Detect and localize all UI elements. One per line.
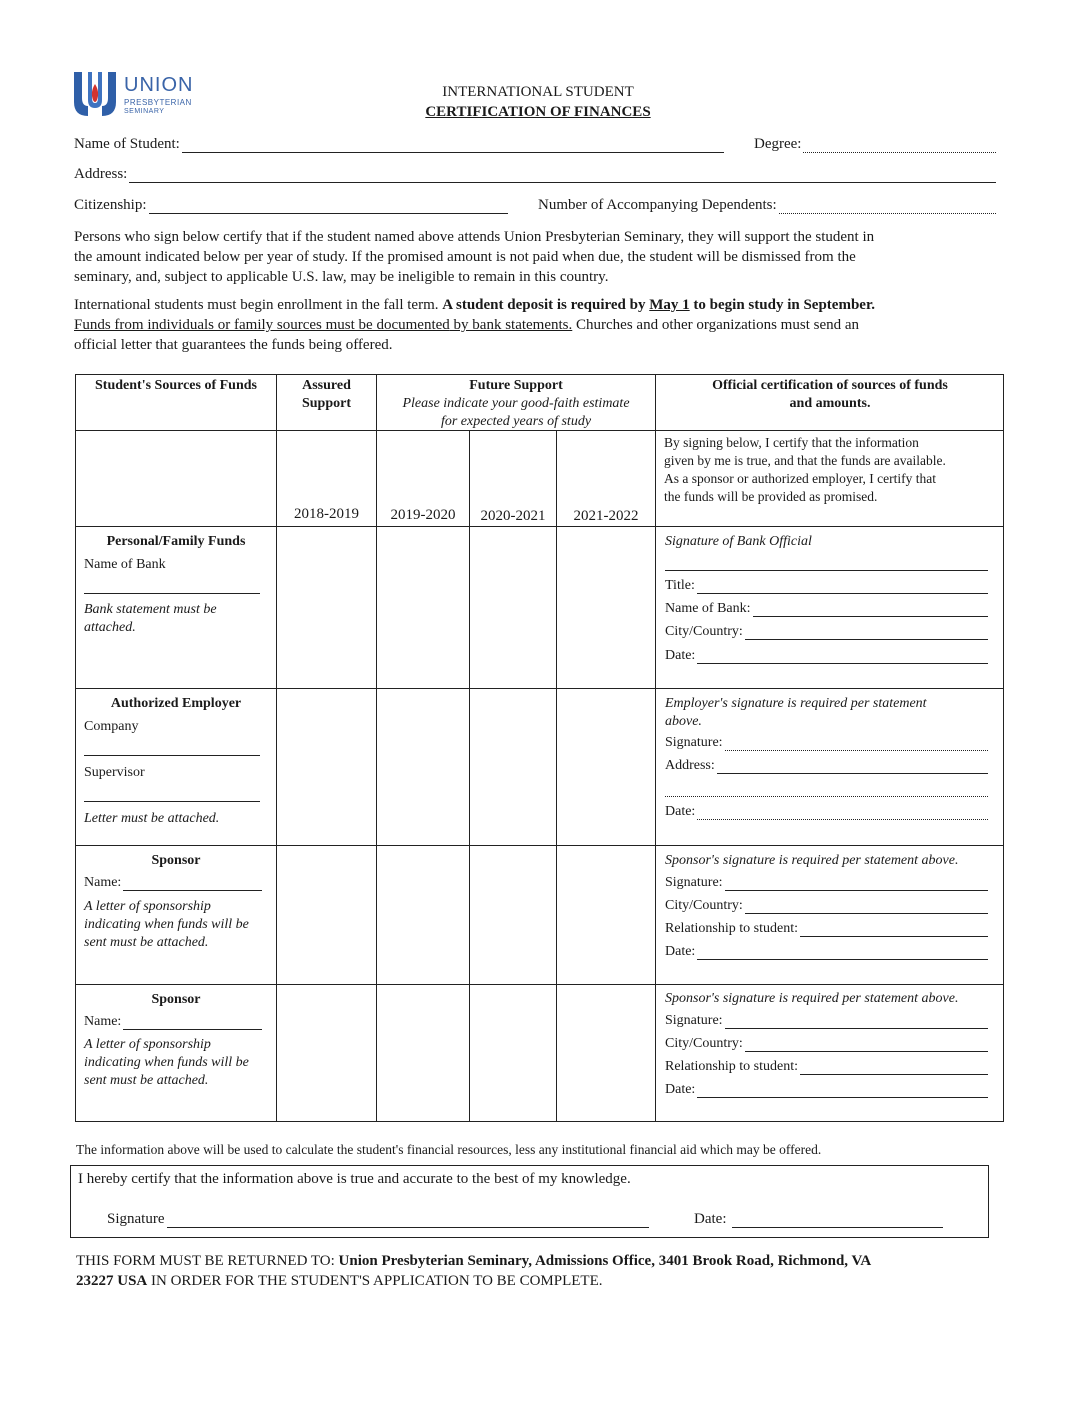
sponsor1-date-field[interactable] (665, 944, 988, 960)
employer-address-line2[interactable] (665, 796, 988, 797)
sponsor1-note (84, 898, 249, 952)
sponsor1-relationship-label: Relationship to student: (665, 921, 798, 936)
deposit-date: May 1 (649, 297, 690, 313)
final-date-field[interactable] (694, 1211, 943, 1228)
deposit-text: A student deposit is required by (442, 297, 650, 313)
personal-bank-name-line[interactable] (84, 593, 260, 594)
personal-note-line1: Bank statement must be (84, 602, 217, 617)
bank-title-field[interactable] (665, 578, 988, 594)
return-zip: 23227 USA (76, 1273, 148, 1289)
certify-line: given by me is true, and that the funds are available. (664, 453, 946, 468)
sponsor2-note-line1: A letter of sponsorship (84, 1037, 211, 1052)
support-paragraph-line3: seminary, and, subject to applicable U.S. law, may be ineligible to remain in this country. (74, 269, 609, 285)
sponsor1-title: Sponsor (151, 853, 201, 868)
bank-date-field[interactable] (665, 648, 988, 664)
return-address: Union Presbyterian Seminary, Admissions Office, 3401 Brook Road, Richmond, VA (338, 1253, 872, 1269)
employer-company-label: Company (84, 719, 139, 734)
bank-official-signature-line[interactable] (665, 570, 988, 571)
sponsor2-note-line3: sent must be attached. (84, 1073, 209, 1088)
sponsor1-requirement: Sponsor's signature is required per statement above. (665, 853, 959, 868)
bank-title-label: Title: (665, 578, 695, 593)
header-future-sub1: Please indicate your good-faith estimate (402, 396, 630, 411)
sponsor2-city-field[interactable] (665, 1036, 988, 1052)
sponsor1-name-label: Name: (84, 875, 122, 890)
personal-note-line2: attached. (84, 620, 136, 635)
support-paragraph-line2: the amount indicated below per year of study. If the promised amount is not paid when due, the student will be dismissed from the (74, 249, 856, 265)
employer-note: Letter must be attached. (84, 811, 220, 826)
employer-signature-label: Signature: (665, 735, 723, 750)
employer-supervisor-line[interactable] (84, 801, 260, 802)
sponsor1-signature-field[interactable] (665, 875, 988, 891)
employer-requirement-line2: above. (665, 714, 702, 729)
year-2020-2021: 2020-2021 (480, 508, 546, 524)
return-prefix: THIS FORM MUST BE RETURNED TO: (76, 1253, 339, 1269)
bank-official-signature-label: Signature of Bank Official (665, 534, 812, 549)
employer-date-field[interactable] (665, 804, 988, 820)
bank-statements-text: by bank statements. (449, 317, 573, 333)
sponsor2-relationship-label: Relationship to student: (665, 1059, 798, 1074)
support-paragraph (74, 227, 1004, 287)
sponsor2-city-label: City/Country: (665, 1036, 743, 1051)
header-future-title: Future Support (469, 378, 563, 393)
bank-date-label: Date: (665, 648, 696, 663)
employer-company-line[interactable] (84, 755, 260, 756)
support-paragraph-line1: Persons who sign below certify that if the student named above attends Union Presbyterian Seminary, they will support the student in (74, 229, 875, 245)
header-future-sub2: for expected years of study (440, 414, 592, 429)
sponsor1-note-line3: sent must be attached. (84, 935, 209, 950)
deposit-text-end: to begin study in September. (689, 297, 875, 313)
sponsor1-signature-label: Signature: (665, 875, 723, 890)
sponsor1-note-line2: indicating when funds will be (84, 917, 249, 932)
sponsor2-name-field[interactable] (84, 1014, 262, 1030)
sponsor2-name-label: Name: (84, 1014, 122, 1029)
form-heading-line1: INTERNATIONAL STUDENT (442, 84, 634, 100)
personal-bank-name-label: Name of Bank (84, 557, 166, 572)
degree-field[interactable] (754, 136, 996, 153)
sponsor2-title: Sponsor (151, 992, 201, 1007)
header-assured-line2: Support (301, 396, 352, 411)
citizenship-field[interactable] (74, 197, 508, 214)
certify-line: By signing below, I certify that the information (664, 435, 919, 450)
sponsor2-relationship-field[interactable] (665, 1059, 988, 1075)
year-2019-2020: 2019-2020 (390, 507, 456, 523)
footer-info: The information above will be used to calculate the student's financial resources, less any institutional financial aid which may be offered. (76, 1142, 822, 1157)
sponsor1-city-field[interactable] (665, 898, 988, 914)
employer-date-label: Date: (665, 804, 696, 819)
logo-name-main: UNION (124, 74, 194, 96)
header-future (377, 377, 655, 431)
official-letter-text: official letter that guarantees the funds being offered. (74, 337, 393, 353)
final-signature-field[interactable] (107, 1211, 649, 1228)
year-2021-2022: 2021-2022 (573, 508, 639, 524)
seminary-logo-icon (70, 68, 120, 120)
citizenship-label: Citizenship: (74, 197, 147, 213)
employer-title: Authorized Employer (110, 696, 242, 711)
employer-requirement-line1: Employer's signature is required per statement (665, 696, 927, 711)
churches-text: Churches and other organizations must send an (572, 317, 860, 333)
enrollment-text: International students must begin enrollment in the fall term. (74, 297, 443, 313)
sponsor2-note-line2: indicating when funds will be (84, 1055, 249, 1070)
sponsor2-note (84, 1036, 249, 1090)
enrollment-paragraph (74, 295, 1004, 355)
sponsor2-date-field[interactable] (665, 1082, 988, 1098)
student-name-field[interactable] (74, 136, 724, 153)
header-official-line2: and amounts. (789, 396, 871, 411)
personal-funds-title: Personal/Family Funds (106, 534, 246, 549)
employer-address-field[interactable] (665, 758, 988, 774)
personal-note (84, 601, 217, 637)
sponsor2-requirement: Sponsor's signature is required per statement above. (665, 991, 959, 1006)
dependents-field[interactable] (538, 197, 996, 214)
sponsor1-city-label: City/Country: (665, 898, 743, 913)
sponsor2-signature-field[interactable] (665, 1013, 988, 1029)
form-title: CERTIFICATION OF FINANCES (425, 104, 651, 120)
year-2018-2019: 2018-2019 (294, 506, 359, 522)
final-date-label: Date: (694, 1211, 727, 1227)
bank-city-label: City/Country: (665, 624, 743, 639)
certify-statement (664, 434, 999, 506)
sponsor1-note-line1: A letter of sponsorship (84, 899, 211, 914)
sponsor2-date-label: Date: (665, 1082, 696, 1097)
return-suffix: IN ORDER FOR THE STUDENT'S APPLICATION TO BE COMPLETE. (147, 1273, 603, 1289)
logo-name-sub1: PRESBYTERIAN (124, 98, 192, 107)
header-assured (277, 377, 376, 413)
funds-documented-text: Funds from individuals or family sources must be documented (74, 317, 450, 333)
employer-supervisor-label: Supervisor (84, 765, 145, 780)
header-official-line1: Official certification of sources of funds (712, 378, 948, 393)
employer-address-label: Address: (665, 758, 715, 773)
sponsor1-relationship-field[interactable] (665, 921, 988, 937)
logo-name-sub2: SEMINARY (124, 108, 165, 115)
header-sources: Student's Sources of Funds (95, 378, 257, 393)
bank-name-field[interactable] (665, 601, 988, 617)
certify-line: the funds will be provided as promised. (664, 489, 878, 504)
degree-label: Degree: (754, 136, 802, 152)
final-signature-label: Signature (107, 1211, 165, 1227)
header-assured-line1: Assured (302, 378, 351, 393)
sponsor2-signature-label: Signature: (665, 1013, 723, 1028)
employer-signature-field[interactable] (665, 735, 988, 751)
certification-statement: I hereby certify that the information above is true and accurate to the best of my knowledge. (78, 1171, 631, 1187)
seminary-logo (70, 68, 210, 120)
header-official (656, 377, 1004, 413)
return-instructions (76, 1251, 1006, 1291)
bank-city-field[interactable] (665, 624, 988, 640)
bank-name-label: Name of Bank: (665, 601, 751, 616)
student-name-label: Name of Student: (74, 136, 180, 152)
certify-line: As a sponsor or authorized employer, I certify that (664, 471, 936, 486)
sponsor1-name-field[interactable] (84, 875, 262, 891)
sponsor1-date-label: Date: (665, 944, 696, 959)
dependents-label: Number of Accompanying Dependents: (538, 197, 777, 213)
address-field[interactable] (74, 166, 996, 183)
address-label: Address: (74, 166, 128, 182)
employer-requirement (665, 695, 927, 731)
